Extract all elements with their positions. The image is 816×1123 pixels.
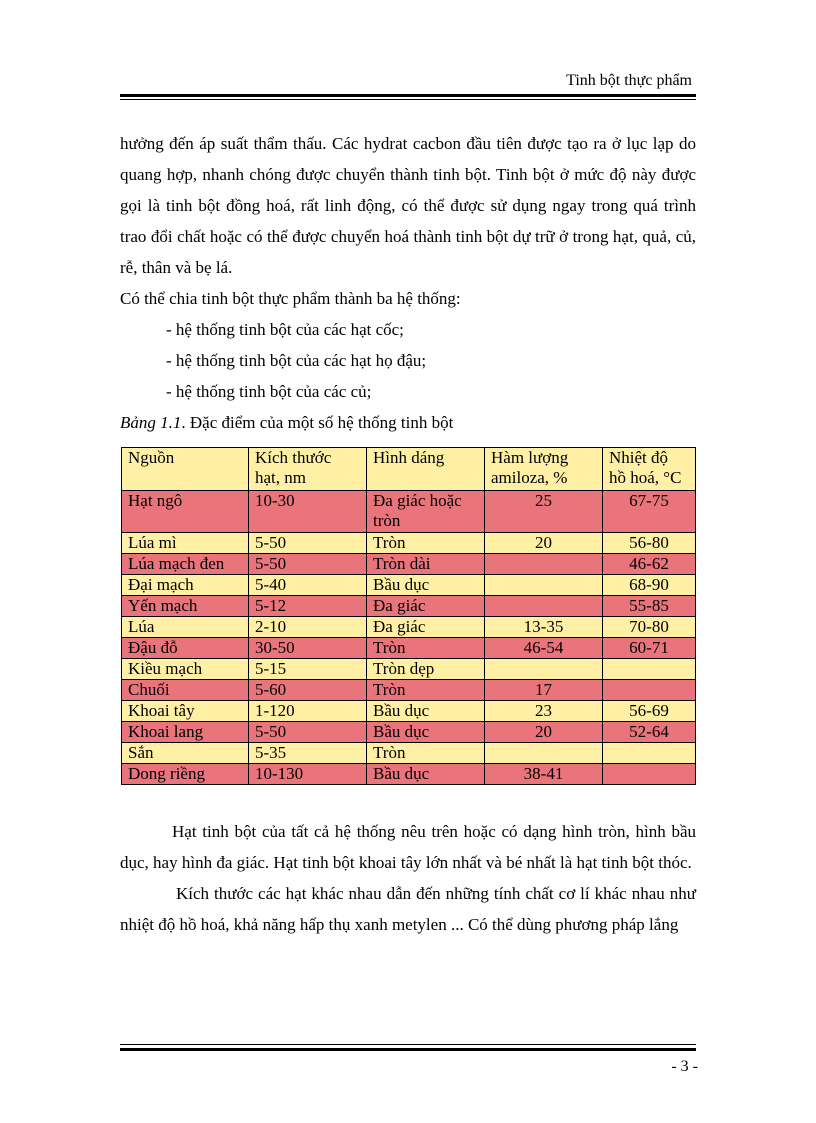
cell-size: 5-35 xyxy=(249,743,367,764)
cell-source: Lúa mì xyxy=(122,533,249,554)
cell-amylose xyxy=(485,659,603,680)
cell-shape: Tròn xyxy=(367,533,485,554)
table-row xyxy=(122,617,696,638)
cell-shape: Đa giác xyxy=(367,596,485,617)
table-row xyxy=(122,743,696,764)
paragraph-4: Kích thước các hạt khác nhau dẫn đến những tính chất cơ lí khác nhau như nhiệt độ hồ hoá, khả năng hấp thụ xanh metylen ... Có thể dùng phương pháp lắng xyxy=(120,884,696,934)
column-header-amylose: Hàm lượng amiloza, % xyxy=(485,448,603,491)
header-rule xyxy=(120,94,696,97)
table-row xyxy=(122,491,696,533)
cell-size: 5-50 xyxy=(249,533,367,554)
cell-source: Khoai lang xyxy=(122,722,249,743)
table-row xyxy=(122,680,696,701)
cell-source: Lúa mạch đen xyxy=(122,554,249,575)
cell-shape: Bầu dục xyxy=(367,764,485,785)
cell-amylose: 20 xyxy=(485,722,603,743)
starch-table-container xyxy=(121,447,695,785)
paragraph-3: Hạt tinh bột của tất cả hệ thống nêu trên hoặc có dạng hình tròn, hình bầu dục, hay hình đa giác. Hạt tinh bột khoai tây lớn nhất và bé nhất là hạt tinh bột thóc. xyxy=(120,822,696,872)
table-row xyxy=(122,533,696,554)
cell-amylose: 17 xyxy=(485,680,603,701)
cell-source: Đậu đỗ xyxy=(122,638,249,659)
cell-temperature: 46-62 xyxy=(603,554,696,575)
cell-source: Sắn xyxy=(122,743,249,764)
cell-source: Dong riềng xyxy=(122,764,249,785)
table-caption xyxy=(120,407,696,438)
column-header-shape: Hình dáng xyxy=(367,448,485,491)
table-caption-text: . Đặc điểm của một số hệ thống tinh bột xyxy=(181,413,454,432)
cell-source: Đại mạch xyxy=(122,575,249,596)
table-caption-label: Bảng 1.1 xyxy=(120,413,182,432)
cell-size: 5-60 xyxy=(249,680,367,701)
cell-temperature xyxy=(603,743,696,764)
cell-source: Chuối xyxy=(122,680,249,701)
cell-source: Hạt ngô xyxy=(122,491,249,533)
footer-rule-thin xyxy=(120,1044,696,1045)
bullet-item: - hệ thống tinh bột của các hạt cốc; xyxy=(166,320,404,339)
cell-size: 5-40 xyxy=(249,575,367,596)
cell-amylose: 23 xyxy=(485,701,603,722)
table-row xyxy=(122,764,696,785)
cell-temperature: 56-80 xyxy=(603,533,696,554)
cell-size: 5-50 xyxy=(249,722,367,743)
cell-amylose: 20 xyxy=(485,533,603,554)
cell-temperature xyxy=(603,659,696,680)
paragraph-1: hưởng đến áp suất thẩm thấu. Các hydrat cacbon đầu tiên được tạo ra ở lục lạp do quang hợp, nhanh chóng được chuyển thành tinh bột. Tinh bột ở mức độ này được gọi là tinh bột đồng hoá, rất linh động, có thể được sử dụng ngay trong quá trình trao đổi chất hoặc có thể được chuyển hoá thành tinh bột dự trữ ở trong hạt, quả, củ, rễ, thân và bẹ lá. xyxy=(120,134,696,277)
cell-size: 5-15 xyxy=(249,659,367,680)
cell-source: Kiều mạch xyxy=(122,659,249,680)
cell-shape: Tròn xyxy=(367,638,485,659)
column-header-temperature: Nhiệt độ hồ hoá, °C xyxy=(603,448,696,491)
table-row xyxy=(122,659,696,680)
cell-source: Khoai tây xyxy=(122,701,249,722)
cell-size: 2-10 xyxy=(249,617,367,638)
cell-amylose xyxy=(485,743,603,764)
page-number: - 3 - xyxy=(671,1058,698,1075)
table-header-row xyxy=(122,448,696,491)
cell-shape: Tròn xyxy=(367,680,485,701)
cell-shape: Tròn xyxy=(367,743,485,764)
cell-size: 5-12 xyxy=(249,596,367,617)
paragraph-2: Có thể chia tinh bột thực phẩm thành ba hệ thống: xyxy=(120,289,461,308)
cell-shape: Tròn dài xyxy=(367,554,485,575)
body-text-top xyxy=(120,128,696,438)
header-rule-thin xyxy=(120,99,696,100)
starch-table xyxy=(121,447,696,785)
cell-size: 30-50 xyxy=(249,638,367,659)
cell-size: 10-130 xyxy=(249,764,367,785)
table-row xyxy=(122,638,696,659)
table-row xyxy=(122,575,696,596)
cell-amylose xyxy=(485,554,603,575)
bullet-list xyxy=(120,314,696,407)
cell-size: 10-30 xyxy=(249,491,367,533)
table-row xyxy=(122,554,696,575)
cell-shape: Đa giác xyxy=(367,617,485,638)
cell-temperature: 60-71 xyxy=(603,638,696,659)
cell-temperature: 68-90 xyxy=(603,575,696,596)
cell-shape: Bầu dục xyxy=(367,701,485,722)
cell-shape: Bầu dục xyxy=(367,722,485,743)
cell-shape: Bầu dục xyxy=(367,575,485,596)
column-header-source: Nguồn xyxy=(122,448,249,491)
column-header-size: Kích thước hạt, nm xyxy=(249,448,367,491)
cell-shape: Đa giác hoặc tròn xyxy=(367,491,485,533)
cell-amylose xyxy=(485,596,603,617)
cell-temperature: 52-64 xyxy=(603,722,696,743)
cell-temperature xyxy=(603,764,696,785)
table-row xyxy=(122,701,696,722)
cell-amylose: 13-35 xyxy=(485,617,603,638)
body-text-bottom xyxy=(120,816,696,940)
cell-temperature: 55-85 xyxy=(603,596,696,617)
cell-temperature: 56-69 xyxy=(603,701,696,722)
cell-amylose: 25 xyxy=(485,491,603,533)
cell-amylose: 38-41 xyxy=(485,764,603,785)
cell-amylose: 46-54 xyxy=(485,638,603,659)
cell-shape: Tròn dẹp xyxy=(367,659,485,680)
footer-rule xyxy=(120,1048,696,1051)
bullet-item: - hệ thống tinh bột của các củ; xyxy=(166,382,372,401)
table-row xyxy=(122,722,696,743)
cell-temperature: 70-80 xyxy=(603,617,696,638)
table-row xyxy=(122,596,696,617)
bullet-item: - hệ thống tinh bột của các hạt họ đậu; xyxy=(166,351,427,370)
header-title: Tinh bột thực phẩm xyxy=(566,72,692,89)
cell-size: 5-50 xyxy=(249,554,367,575)
cell-temperature: 67-75 xyxy=(603,491,696,533)
cell-size: 1-120 xyxy=(249,701,367,722)
cell-temperature xyxy=(603,680,696,701)
cell-source: Yến mạch xyxy=(122,596,249,617)
cell-source: Lúa xyxy=(122,617,249,638)
cell-amylose xyxy=(485,575,603,596)
